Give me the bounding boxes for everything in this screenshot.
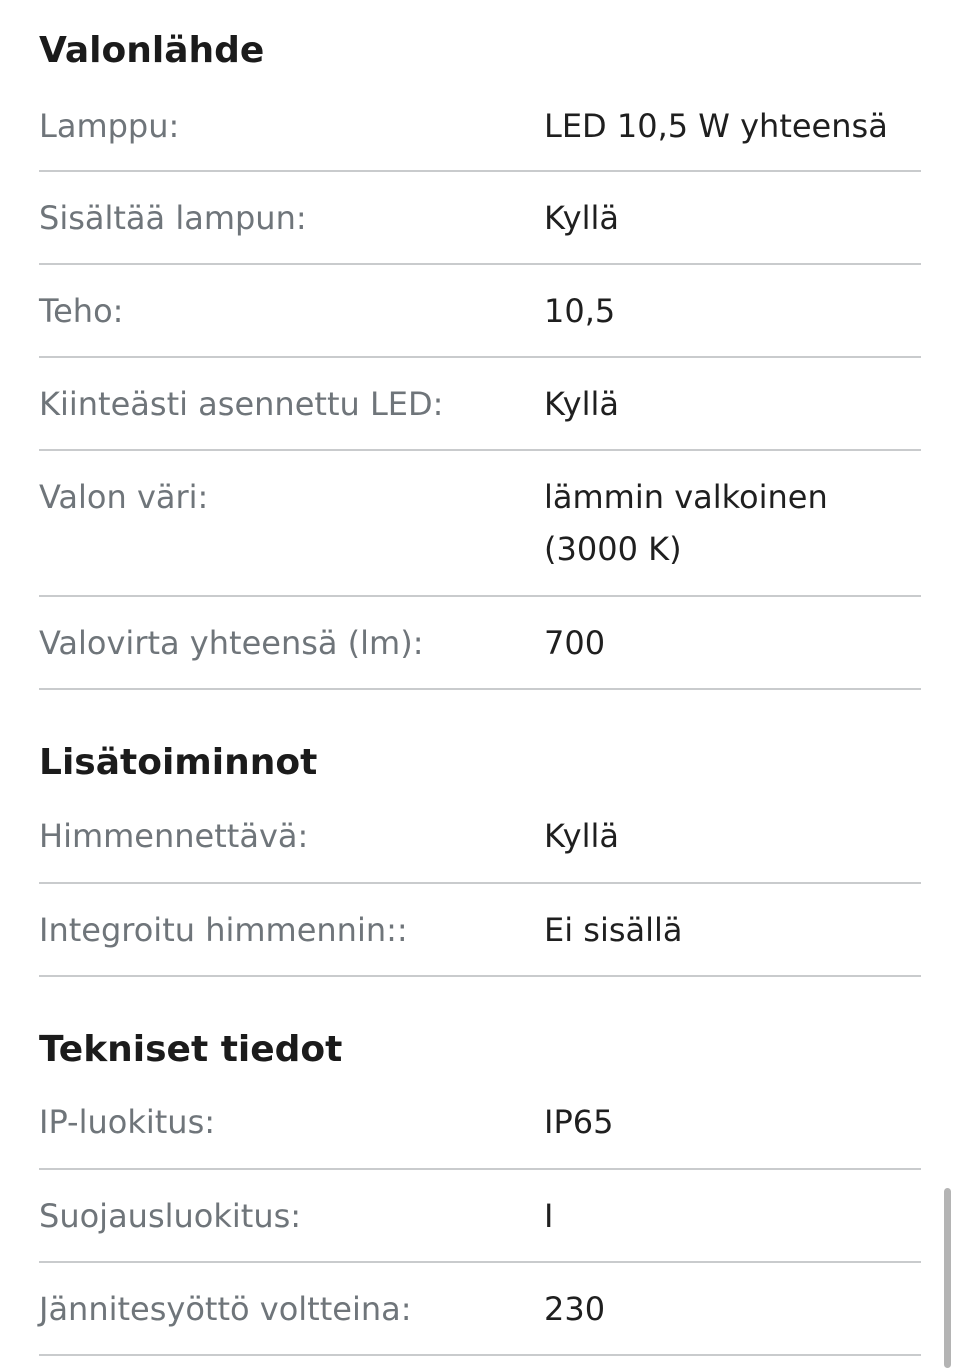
section-title-tekniset-tiedot: Tekniset tiedot	[39, 1029, 343, 1070]
spec-label: Kiinteästi asennettu LED:	[39, 385, 444, 423]
spec-row-teho	[39, 285, 921, 358]
spec-label: Integroitu himmennin::	[39, 911, 408, 949]
spec-label: IP-luokitus:	[39, 1103, 216, 1141]
spec-value: 10,5	[544, 292, 616, 330]
spec-row-himmennettava	[39, 810, 921, 884]
spec-value: 700	[544, 624, 606, 662]
spec-label: Sisältää lampun:	[39, 199, 307, 237]
section-title-valonlahde: Valonlähde	[39, 30, 265, 71]
spec-row-lamppu	[39, 100, 921, 172]
spec-value: lämmin valkoinen (3000 K)	[544, 478, 828, 568]
spec-row-valon-vari	[39, 471, 921, 597]
spec-row-ip-luokitus	[39, 1096, 921, 1170]
spec-value: Kyllä	[544, 817, 619, 855]
spec-value: I	[544, 1197, 554, 1235]
spec-value: LED 10,5 W yhteensä	[544, 107, 888, 145]
spec-value: 230	[544, 1290, 606, 1328]
spec-value: Kyllä	[544, 385, 619, 423]
spec-label: Valon väri:	[39, 478, 209, 516]
spec-row-jannitesyotto	[39, 1283, 921, 1356]
spec-label: Suojausluokitus:	[39, 1197, 302, 1235]
spec-label: Valovirta yhteensä (lm):	[39, 624, 424, 662]
spec-row-suojausluokitus	[39, 1190, 921, 1263]
spec-row-valovirta	[39, 617, 921, 690]
spec-label: Jännitesyöttö voltteina:	[39, 1290, 412, 1328]
spec-row-sisaltaa-lampun	[39, 192, 921, 265]
vertical-scrollbar[interactable]	[944, 1188, 951, 1368]
spec-value: IP65	[544, 1103, 614, 1141]
spec-row-integroitu-himmennin	[39, 904, 921, 977]
spec-row-kiinteasti-asennettu-led	[39, 378, 921, 451]
spec-label: Himmennettävä:	[39, 817, 309, 855]
spec-value: Ei sisällä	[544, 911, 683, 949]
spec-label: Teho:	[39, 292, 124, 330]
spec-label: Lamppu:	[39, 107, 180, 145]
spec-value: Kyllä	[544, 199, 619, 237]
section-title-lisatoiminnot: Lisätoiminnot	[39, 742, 318, 783]
